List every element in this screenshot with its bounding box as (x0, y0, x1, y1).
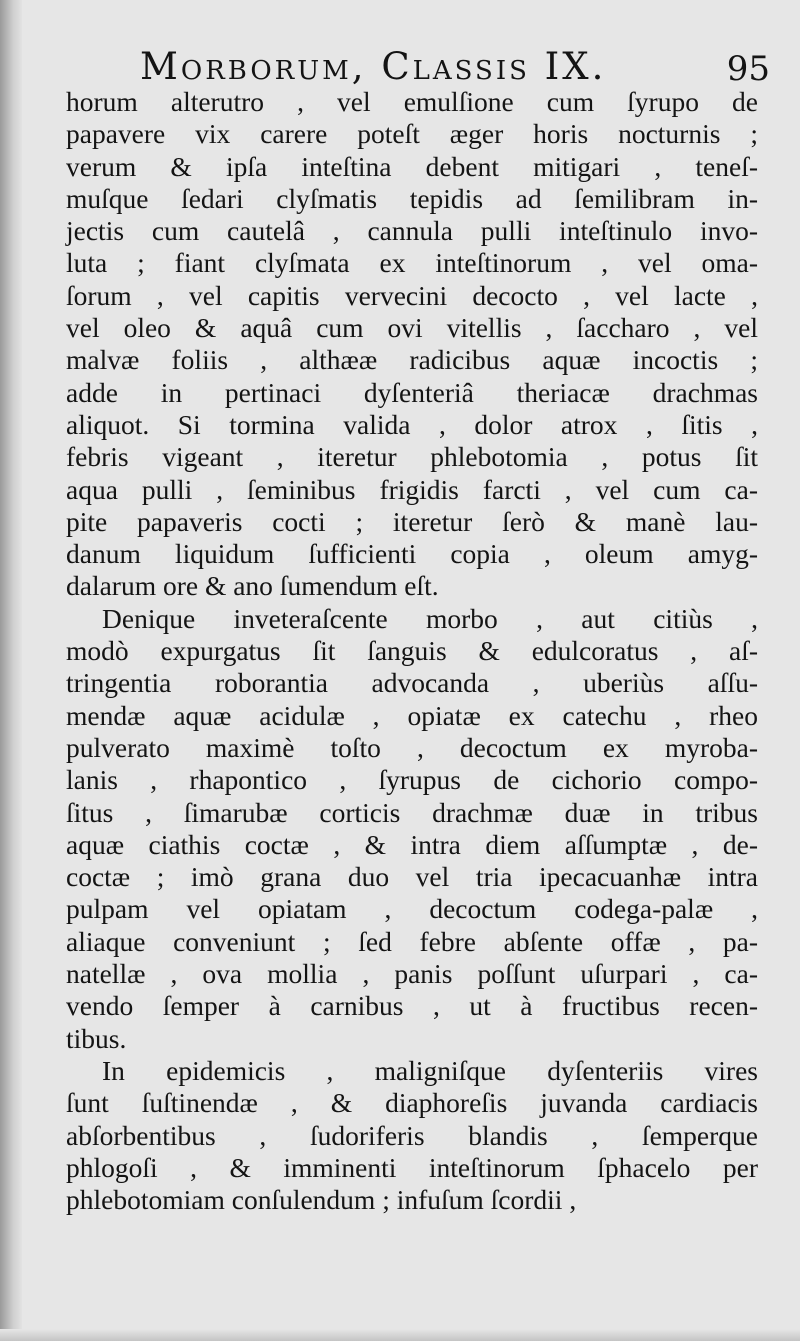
text-line: adde in pertinaci dyſenteriâ theriacæ drachmas (66, 376, 758, 408)
text-line: febris vigeant , iteretur phlebotomia , potus ſit (66, 441, 758, 473)
text-line: aqua pulli , ſeminibus frigidis farcti , vel cum ca- (66, 473, 758, 505)
text-line: modò expurgatus ſit ſanguis & edulcoratus , aſ- (66, 635, 758, 667)
text-line: phlebotomiam conſulendum ; infuſum ſcordii , (66, 1184, 577, 1216)
text-line: pulpam vel opiatam , decoctum codega-palæ , (66, 893, 758, 925)
text-line: luta ; fiant clyſmata ex inteſtinorum , vel oma- (66, 247, 758, 279)
page-number: 95 (726, 49, 770, 89)
text-line: tringentia roborantia advocanda , uberiùs aſſu- (66, 667, 758, 699)
text-line: coctæ ; imò grana duo vel tria ipecacuanhæ intra (66, 861, 758, 893)
text-line: lanis , rhapontico , ſyrupus de cichorio compo- (66, 764, 758, 796)
text-line: danum liquidum ſufficienti copia , oleum amyg- (66, 538, 758, 570)
text-line: pulverato maximè toſto , decoctum ex myroba- (66, 731, 758, 763)
text-line: phlogoſi , & imminenti inteſtinorum ſphacelo per (66, 1151, 758, 1183)
text-line: mendæ aquæ acidulæ , opiatæ ex catechu , rheo (66, 699, 758, 731)
text-line: abſorbentibus , ſudoriferis blandis , ſemperque (66, 1119, 758, 1151)
text-line: tibus. (66, 1022, 127, 1054)
text-line: jectis cum cautelâ , cannula pulli inteſtinulo invo- (66, 215, 758, 247)
text-line: muſque ſedari clyſmatis tepidis ad ſemilibram in- (66, 182, 758, 214)
paragraph (66, 86, 758, 603)
page-header (66, 42, 770, 92)
text-line: ſorum , vel capitis vervecini decocto , vel lacte , (66, 279, 758, 311)
body-text (66, 86, 758, 1216)
binding-shadow (0, 0, 22, 1341)
text-line: horum alterutro , vel emulſione cum ſyrupo de (66, 86, 758, 117)
text-line: aliaque conveniunt ; ſed febre abſente offæ , pa- (66, 925, 758, 957)
text-line: aliquot. Si tormina valida , dolor atrox , ſitis , (66, 408, 758, 440)
text-line: verum & ipſa inteſtina debent mitigari , teneſ- (66, 150, 758, 182)
text-line: ſunt ſuſtinendæ , & diaphoreſis juvanda cardiacis (66, 1087, 758, 1119)
page-bottom-edge (0, 1329, 800, 1341)
running-title: Morborum, Classis IX. (140, 45, 607, 88)
paragraph (66, 1055, 758, 1216)
text-line: papavere vix carere poteſt æger horis nocturnis ; (66, 118, 758, 150)
text-line: dalarum ore & ano ſumendum eſt. (66, 570, 439, 602)
text-line: vendo ſemper à carnibus , ut à fructibus recen- (66, 990, 758, 1022)
text-line: In epidemicis , maligniſque dyſenteriis vires (102, 1054, 758, 1086)
text-line: Denique inveteraſcente morbo , aut citiùs , (102, 602, 758, 634)
text-line: vel oleo & aquâ cum ovi vitellis , ſaccharo , vel (66, 312, 758, 344)
text-line: ſitus , ſimarubæ corticis drachmæ duæ in tribus (66, 796, 758, 828)
paragraph (66, 603, 758, 1055)
text-line: natellæ , ova mollia , panis poſſunt uſurpari , ca- (66, 958, 758, 990)
text-line: malvæ foliis , althææ radicibus aquæ incoctis ; (66, 344, 758, 376)
text-line: pite papaveris cocti ; iteretur ſerò & manè lau- (66, 505, 758, 537)
text-line: aquæ ciathis coctæ , & intra diem aſſumptæ , de- (66, 828, 758, 860)
